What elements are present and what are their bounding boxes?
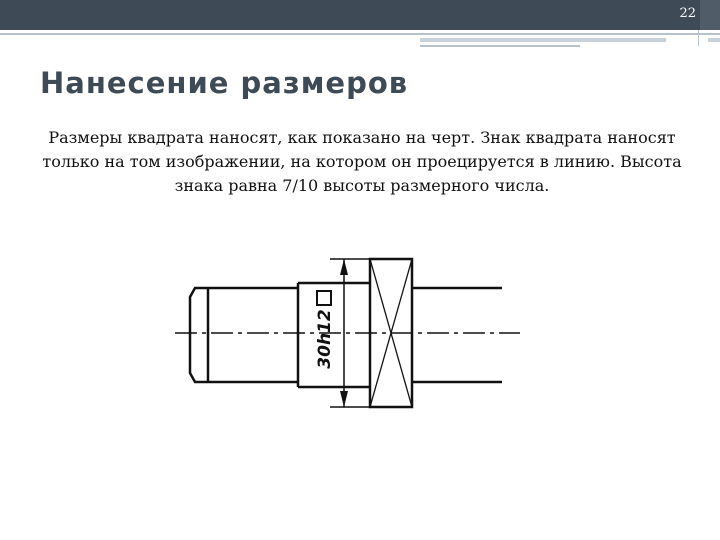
square-sign-icon (317, 291, 331, 305)
header-accent-line (420, 45, 580, 47)
shaft-drawing (170, 245, 530, 420)
header-divider (0, 33, 720, 35)
header-bar-corner (700, 0, 720, 30)
dimension-label: 30h12 (315, 309, 335, 369)
slide-title: Нанесение размеров (40, 66, 409, 100)
slide-body-text: Размеры квадрата наносят, как показано на черт. Знак квадрата наносят только на том изображении, на котором он проецируется в линию. Высота знака равна 7/10 высоты размерного числа. (42, 128, 682, 195)
header-accent-bar (420, 38, 666, 42)
header-bar (0, 0, 720, 30)
page-number: 22 (679, 6, 696, 21)
header-accent-corner (708, 38, 720, 42)
header-divider-vertical (698, 30, 699, 46)
